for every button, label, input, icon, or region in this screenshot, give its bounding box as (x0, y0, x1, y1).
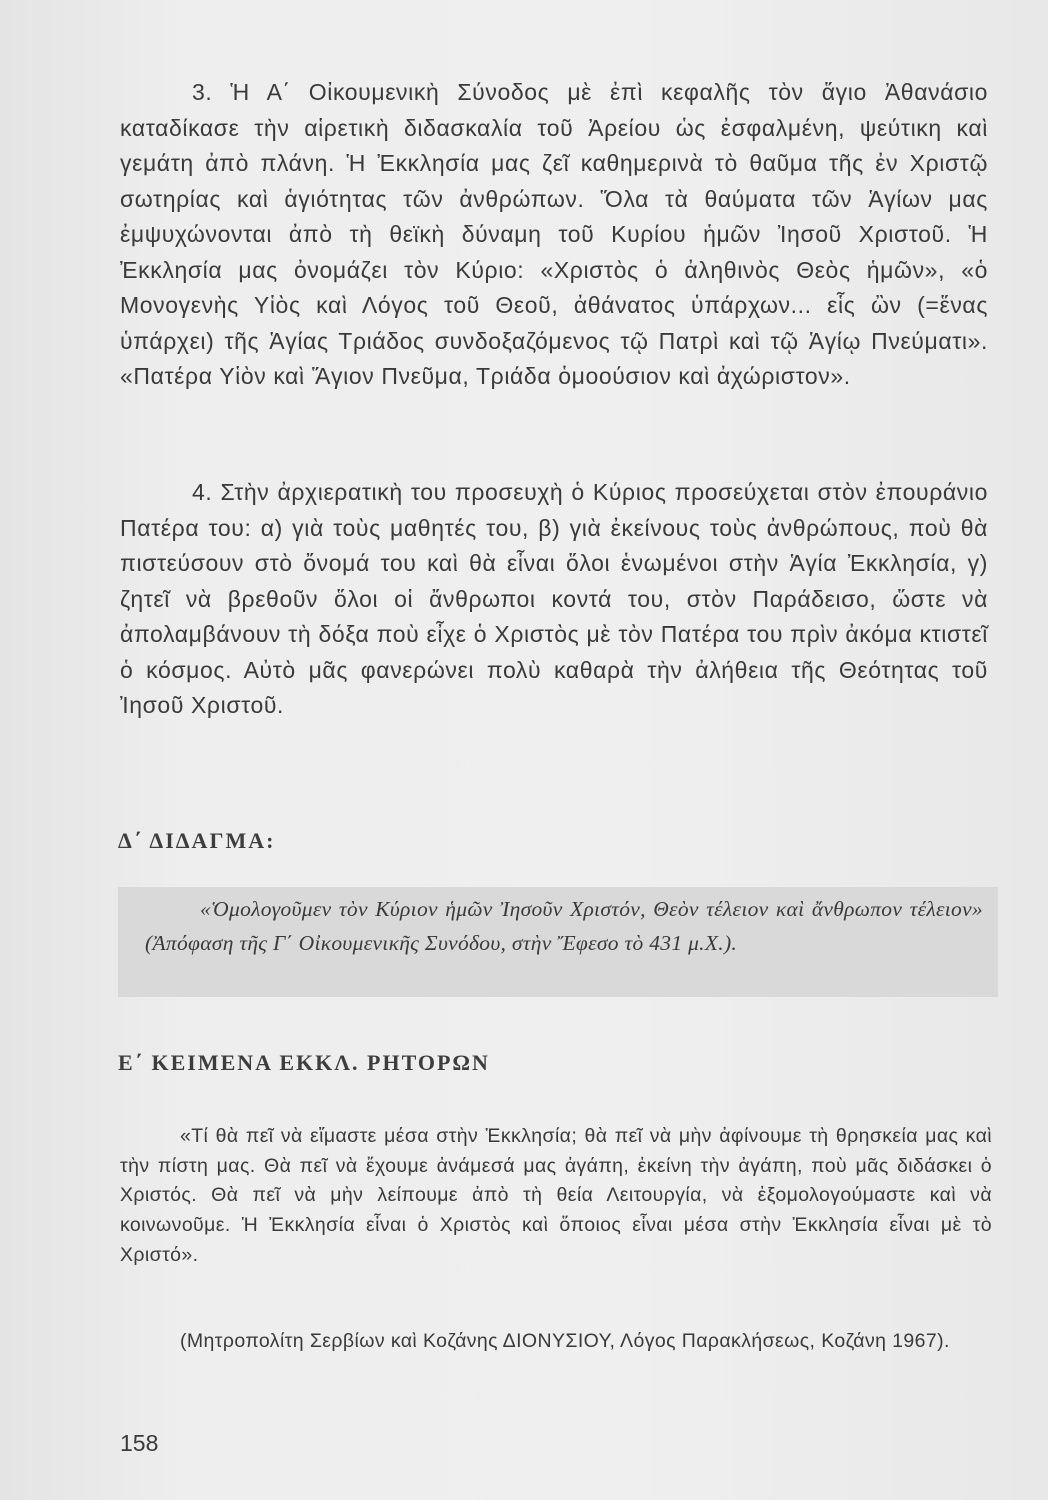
section-3-paragraph: 3. Ἡ Α΄ Οἰκουμενικὴ Σύνοδος μὲ ἐπὶ κεφαλῆς τὸν ἅγιο Ἀθανάσιο καταδίκασε τὴν αἱρετικὴ διδασκαλία τοῦ Ἀρείου ὡς ἐσφαλμένη, ψεύτικη καὶ γεμάτη ἀπὸ πλάνη. Ἡ Ἐκκλησία μας ζεῖ καθημερινὰ τὸ θαῦμα τῆς ἐν Χριστῷ σωτηρίας καὶ ἁγιότητας τῶν ἀνθρώπων. Ὅλα τὰ θαύματα τῶν Ἁγίων μας ἐμψυχώνονται ἀπὸ τὴ θεϊκὴ δύναμη τοῦ Κυρίου ἡμῶν Ἰησοῦ Χριστοῦ. Ἡ Ἐκκλησία μας ὀνομάζει τὸν Κύριο: «Χριστὸς ὁ ἀληθινὸς Θεὸς ἡμῶν», «ὁ Μονογενὴς Υἱὸς καὶ Λόγος τοῦ Θεοῦ, ἀθάνατος ὑπάρχων... εἷς ὢν (=ἕνας ὑπάρχει) τῆς Ἁγίας Τριάδος συνδοξαζόμενος τῷ Πατρὶ καὶ τῷ Ἁγίῳ Πνεύματι». «Πατέρα Υἱὸν καὶ Ἅγιον Πνεῦμα, Τριάδα ὁμοούσιον καὶ ἀχώριστον». (120, 79, 988, 389)
heading-church-texts: Ε΄ ΚΕΙΜΕΝΑ ΕΚΚΛ. ΡΗΤΟΡΩΝ (118, 1050, 490, 1075)
excerpt-source: (Μητροπολίτη Σερβίων καὶ Κοζάνης ΔΙΟΝΥΣΙΟΥ, Λόγος Παρακλήσεως, Κοζάνη 1967). (180, 1330, 950, 1352)
page-number: 158 (120, 1430, 159, 1456)
didagma-quote: «Ὁμολογοῦμεν τὸν Κύριον ἡμῶν Ἰησοῦν Χριστόν, Θεὸν τέλειον καὶ ἄνθρωπον τέλειον» (Ἀπόφαση τῆς Γ΄ Οἰκουμενικῆς Συνόδου, στὴν Ἔφεσο τὸ 431 μ.Χ.). (145, 897, 983, 955)
section-4-paragraph: 4. Στὴν ἀρχιερατικὴ του προσευχὴ ὁ Κύριος προσεύχεται στὸν ἐπουράνιο Πατέρα του: α) γιὰ τοὺς μαθητές του, β) γιὰ ἐκείνους τοὺς ἀνθρώπους, ποὺ θὰ πιστεύσουν στὸ ὄνομά του καὶ θὰ εἶναι ὅλοι ἑνωμένοι στὴν Ἁγία Ἐκκλησία, γ) ζητεῖ νὰ βρεθοῦν ὅλοι οἱ ἄνθρωποι κοντά του, στὸν Παράδεισο, ὥστε νὰ ἀπολαμβάνουν τὴ δόξα ποὺ εἶχε ὁ Χριστὸς μὲ τὸν Πατέρα του πρὶν ἀκόμα κτιστεῖ ὁ κόσμος. Αὐτὸ μᾶς φανερώνει πολὺ καθαρὰ τὴν ἀλήθεια τῆς Θεότητας τοῦ Ἰησοῦ Χριστοῦ. (120, 479, 988, 718)
heading-didagma: Δ΄ ΔΙΔΑΓΜΑ: (118, 828, 276, 853)
excerpt-text: «Τί θὰ πεῖ νὰ εἴμαστε μέσα στὴν Ἐκκλησία; θὰ πεῖ νὰ μὴν ἀφίνουμε τὴ θρησκεία μας καὶ τὴν πίστη μας. Θὰ πεῖ νὰ ἔχουμε ἀνάμεσά μας ἀγάπη, ἐκείνη τὴν ἀγάπη, ποὺ μᾶς διδάσκει ὁ Χριστός. Θὰ πεῖ νὰ μὴν λείπουμε ἀπὸ τὴ θεία Λειτουργία, νὰ ἐξομολογούμαστε καὶ νὰ κοινωνοῦμε. Ἡ Ἐκκλησία εἶναι ὁ Χριστὸς καὶ ὅποιος εἶναι μέσα στὴν Ἐκκλησία εἶναι μὲ τὸ Χριστό». (120, 1125, 992, 1266)
